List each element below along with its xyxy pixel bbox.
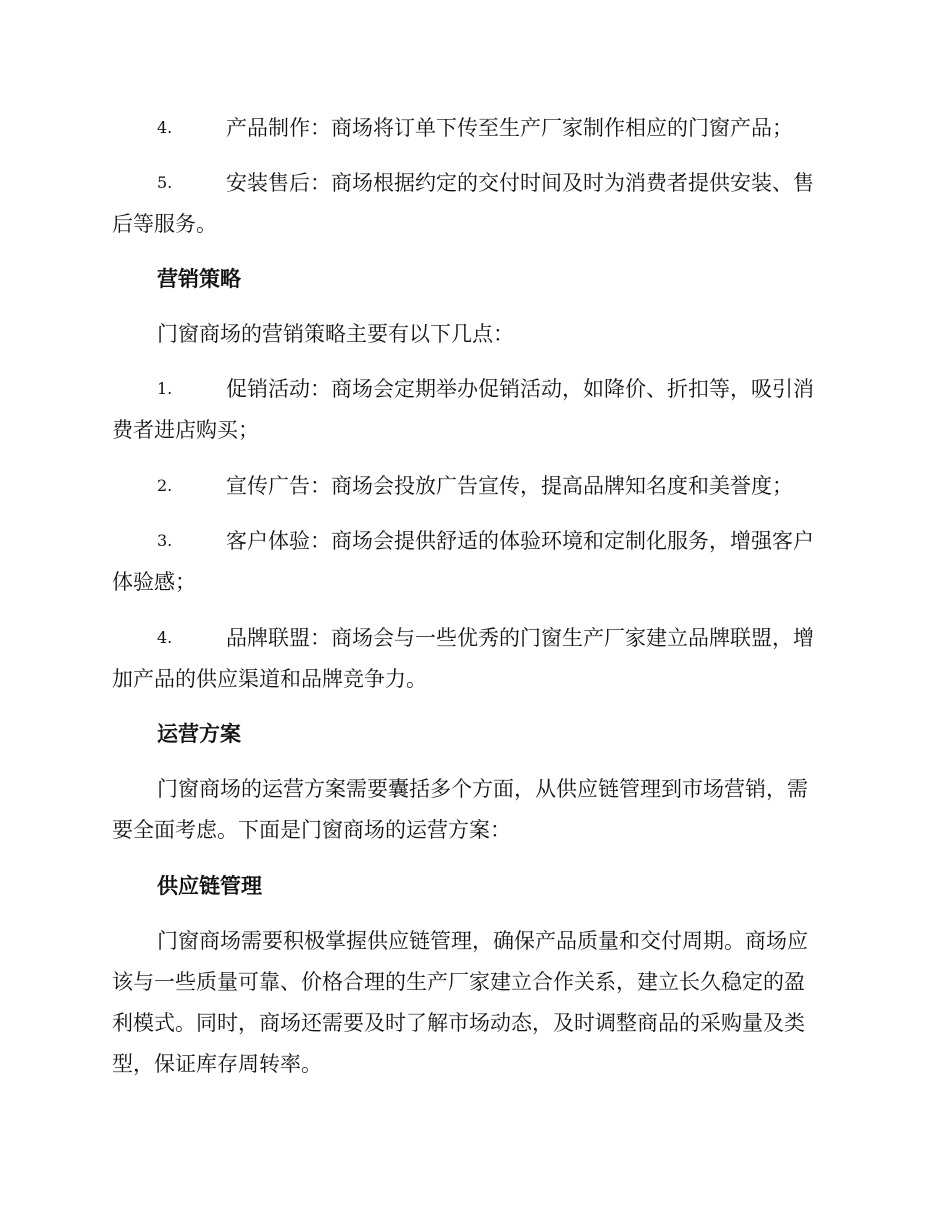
list-item-text: 客户体验：商场会提供舒适的体验环境和定制化服务，增强客户 [226, 529, 814, 553]
list-item-text: 宣传广告：商场会投放广告宣传，提高品牌知名度和美誉度； [226, 474, 793, 498]
list-number: 3. [157, 531, 173, 550]
list-item-text: 产品制作：商场将订单下传至生产厂家制作相应的门窗产品； [226, 116, 793, 140]
paragraph-line: 型，保证库存周转率。 [112, 1052, 322, 1076]
list-item-continuation: 体验感； [112, 570, 196, 594]
paragraph-line: 利模式。同时，商场还需要及时了解市场动态，及时调整商品的采购量及类 [112, 1011, 805, 1035]
list-item-continuation: 费者进店购买； [112, 418, 259, 442]
list-item-continuation: 后等服务。 [112, 212, 217, 236]
paragraph-line: 要全面考虑。下面是门窗商场的运营方案： [112, 818, 511, 842]
list-number: 4. [157, 118, 173, 137]
paragraph-line: 门窗商场需要积极掌握供应链管理，确保产品质量和交付周期。商场应 [157, 929, 808, 953]
list-item-continuation: 加产品的供应渠道和品牌竞争力。 [112, 667, 427, 691]
list-item-text: 安装售后：商场根据约定的交付时间及时为消费者提供安装、售 [226, 171, 814, 195]
section-heading-supply-chain: 供应链管理 [157, 874, 262, 898]
paragraph-line: 门窗商场的运营方案需要囊括多个方面，从供应链管理到市场营销，需 [157, 777, 808, 801]
list-number: 1. [157, 379, 173, 398]
list-item-text: 品牌联盟：商场会与一些优秀的门窗生产厂家建立品牌联盟，增 [226, 626, 814, 650]
list-item-text: 促销活动：商场会定期举办促销活动，如降价、折扣等，吸引消 [226, 377, 814, 401]
paragraph-line: 该与一些质量可靠、价格合理的生产厂家建立合作关系，建立长久稳定的盈 [112, 970, 805, 994]
list-number: 4. [157, 628, 173, 647]
section-heading-marketing: 营销策略 [157, 267, 241, 291]
section-heading-operations: 运营方案 [157, 722, 241, 746]
list-number: 2. [157, 476, 173, 495]
list-number: 5. [157, 173, 173, 192]
paragraph-line: 门窗商场的营销策略主要有以下几点： [157, 322, 514, 346]
